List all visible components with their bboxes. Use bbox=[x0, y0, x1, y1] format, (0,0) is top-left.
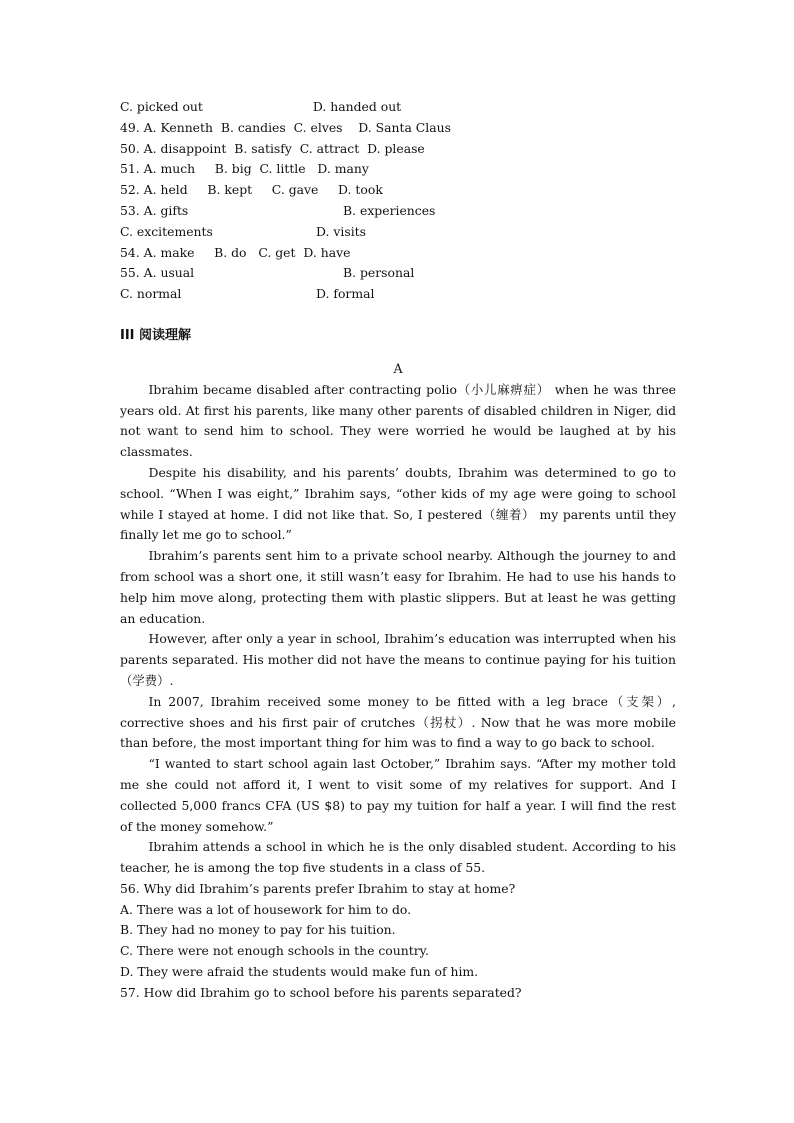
option-a: C. normal bbox=[120, 286, 182, 302]
question-stem: 57. How did Ibrahim go to school before his parents separated? bbox=[120, 984, 522, 1000]
option-b: D. formal bbox=[316, 286, 375, 302]
option-line: 54. A. make B. do C. get D. have bbox=[120, 244, 351, 260]
paragraph: Ibrahim became disabled after contracting polio（小儿麻痹症） when he was three years old. At first his parents, like many other parents of disabled children in Niger, did not want to send him to school. They were worried he would be laughed at by his classmates. bbox=[120, 381, 676, 460]
answer-option: A. There was a lot of housework for him to do. bbox=[120, 901, 412, 917]
option-line: 52. A. held B. kept C. gave D. took bbox=[120, 182, 383, 198]
paragraph: “I wanted to start school again last October,” Ibrahim says. “After my mother told me she could not afford it, I went to visit some of my relatives for support. And I collected 5,000 francs CFA (US $8) to pay my tuition for half a year. I will find the rest of the money somehow.” bbox=[120, 756, 676, 834]
paragraph: However, after only a year in school, Ibrahim’s education was interrupted when his parents separated. His mother did not have the means to continue paying for his tuition （学费）. bbox=[120, 631, 676, 688]
question-stem: 56. Why did Ibrahim’s parents prefer Ibrahim to stay at home? bbox=[120, 880, 516, 896]
option-line bbox=[120, 201, 676, 222]
option-line: 49. A. Kenneth B. candies C. elves D. Santa Claus bbox=[120, 119, 451, 135]
option-b: B. experiences bbox=[343, 202, 436, 218]
questions bbox=[120, 879, 676, 1004]
paragraph: Despite his disability, and his parents’ doubts, Ibrahim was determined to go to school. “When I was eight,” Ibrahim says, “other kids of my age were going to school while I stayed at home. I did not like that. So, I pestered（缠着） my parents until they finally let me go to school.” bbox=[120, 464, 676, 543]
answer-option: C. There were not enough schools in the country. bbox=[120, 943, 429, 959]
cloze-options bbox=[120, 97, 676, 305]
option-b: B. personal bbox=[343, 265, 415, 281]
option-line bbox=[120, 284, 676, 305]
option-line bbox=[120, 222, 676, 243]
paragraph: In 2007, Ibrahim received some money to be fitted with a leg brace（支架）, corrective shoes and his first pair of crutches（拐杖）. Now that he was more mobile than before, the most important thing for him was to find a way to go back to school. bbox=[120, 693, 676, 751]
option-line bbox=[120, 97, 676, 118]
passage-label: A bbox=[393, 360, 403, 376]
answer-option: D. They were afraid the students would make fun of him. bbox=[120, 964, 479, 980]
option-b: D. visits bbox=[316, 223, 366, 239]
document-page bbox=[120, 97, 676, 1004]
option-line: 51. A. much B. big C. little D. many bbox=[120, 161, 369, 177]
option-a: C. picked out bbox=[120, 99, 203, 114]
option-line: 50. A. disappoint B. satisfy C. attract D. please bbox=[120, 140, 425, 156]
answer-option: B. They had no money to pay for his tuition. bbox=[120, 922, 396, 938]
paragraph: Ibrahim’s parents sent him to a private school nearby. Although the journey to and from school was a short one, it still wasn’t easy for Ibrahim. He had to use his hands to help him move along, protecting them with plastic slippers. But at least he was getting an education. bbox=[120, 548, 676, 626]
option-b: D. handed out bbox=[312, 99, 402, 114]
section-title: III 阅读理解 bbox=[120, 327, 192, 343]
option-a: 55. A. usual bbox=[120, 265, 195, 281]
passage bbox=[120, 380, 676, 879]
option-line bbox=[120, 263, 676, 284]
option-a: C. excitements bbox=[120, 223, 213, 239]
option-a: 53. A. gifts bbox=[120, 202, 189, 218]
paragraph: Ibrahim attends a school in which he is the only disabled student. According to his teacher, he is among the top five students in a class of 55. bbox=[120, 839, 676, 876]
